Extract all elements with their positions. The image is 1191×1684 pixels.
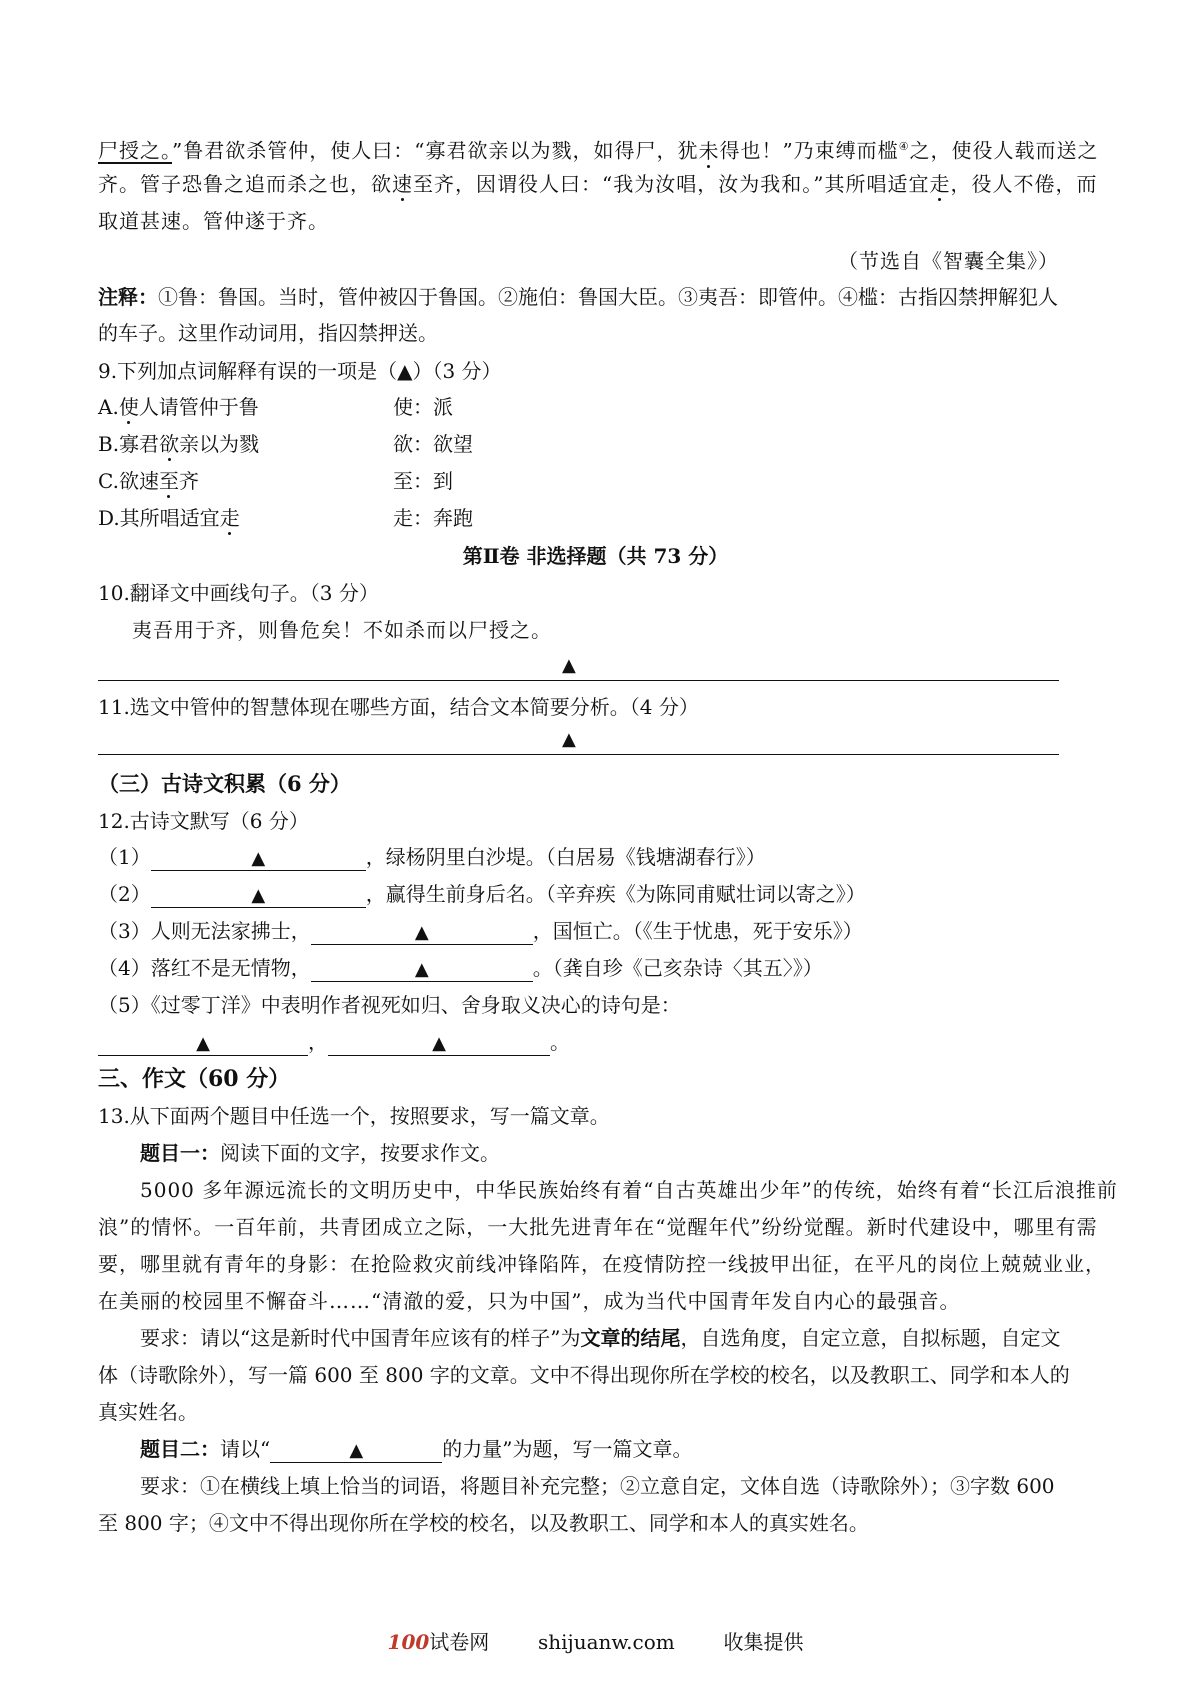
q10-sentence: 夷吾用于齐，则鲁危矣！不如杀而以尸授之。 xyxy=(132,618,552,642)
fill-blank[interactable]: ▲ xyxy=(270,1440,442,1463)
q12-item-3: （3）人则无法家拂士， ▲ ，国恒亡。（《生于忧患，死于安乐》） xyxy=(98,919,863,943)
site-url[interactable]: shijuanw.com xyxy=(538,1630,675,1654)
dotted-char: 速 xyxy=(392,172,413,196)
q9-gloss-d: 走：奔跑 xyxy=(393,506,473,530)
essay-title: 三、作文（60 分） xyxy=(98,1066,291,1092)
fill-blank[interactable]: ▲ xyxy=(311,922,533,945)
q9-option-b: B.寡君欲亲以为戮 xyxy=(98,432,260,456)
underlined-sentence-end: 尸授之。 xyxy=(98,138,172,163)
topic1-para-3: 要，哪里就有青年的身影：在抢险救灾前线冲锋陷阵，在疫情防控一线披甲出征，在平凡的岗位上兢兢业业， xyxy=(98,1252,1106,1276)
footer: 100试卷网 shijuanw.com 收集提供 xyxy=(387,1630,804,1654)
q11-stem: 11.选文中管仲的智慧体现在哪些方面，结合文本简要分析。（4 分） xyxy=(98,695,699,719)
part2-title: 第Ⅱ卷 非选择题（共 73 分） xyxy=(462,544,729,568)
q9-stem: 9.下列加点词解释有误的一项是（▲）（3 分） xyxy=(98,359,502,383)
fill-blank[interactable]: ▲ xyxy=(151,848,366,871)
q12-item-1: （1） ▲ ，绿杨阴里白沙堤。（白居易《钱塘湖春行》） xyxy=(98,845,766,869)
dotted-char: 未 xyxy=(698,138,720,163)
q9-gloss-b: 欲：欲望 xyxy=(393,432,473,456)
q9-option-c: C.欲速至齐 xyxy=(98,469,199,493)
q12-item-5: （5）《过零丁洋》中表明作者视死如归、舍身取义决心的诗句是： xyxy=(98,993,681,1017)
answer-line[interactable] xyxy=(98,754,1059,755)
topic1-line: 题目一：阅读下面的文字，按要求作文。 xyxy=(140,1141,500,1165)
notes-line-2: 的车子。这里作动词用，指囚禁押送。 xyxy=(98,321,438,345)
topic2-req-2: 至 800 字；④文中不得出现你所在学校的校名，以及教职工、同学和本人的真实姓名。 xyxy=(98,1511,869,1535)
q10-stem: 10.翻译文中画线句子。（3 分） xyxy=(98,581,379,605)
answer-mark: ▲ xyxy=(562,729,576,750)
q9-gloss-c: 至：到 xyxy=(393,469,453,493)
q12-stem: 12.古诗文默写（6 分） xyxy=(98,809,309,833)
q12-item-2: （2） ▲ ，赢得生前身后名。（辛弃疾《为陈同甫赋壮词以寄之》） xyxy=(98,882,866,906)
q12-item-5-blanks: ▲ ， ▲ 。 xyxy=(98,1028,570,1056)
passage-line-2: 齐。管子恐鲁之追而杀之也，欲速至齐，因谓役人曰：“我为汝唱，汝为我和。”其所唱适宜走，役人不倦，而 xyxy=(98,172,1098,196)
q9-option-d: D.其所唱适宜走 xyxy=(98,506,240,530)
topic1-req-2: 体（诗歌除外），写一篇 600 至 800 字的文章。文中不得出现你所在学校的校名，以及教职工、同学和本人的 xyxy=(98,1363,1070,1387)
fill-blank[interactable]: ▲ xyxy=(98,1033,308,1056)
topic1-para-2: 浪”的情怀。一百年前，共青团成立之际，一大批先进青年在“觉醒年代”纷纷觉醒。新时代建设中，哪里有需 xyxy=(98,1215,1098,1239)
dotted-char: 走 xyxy=(929,172,951,196)
q9-option-a: A.使人请管仲于鲁 xyxy=(98,395,259,419)
fill-blank[interactable]: ▲ xyxy=(151,885,366,908)
fill-blank[interactable]: ▲ xyxy=(328,1033,550,1056)
site-logo: 100 xyxy=(387,1630,430,1654)
topic1-req-3: 真实姓名。 xyxy=(98,1400,198,1424)
answer-line[interactable] xyxy=(98,680,1059,681)
topic2-req-1: 要求：①在横线上填上恰当的词语，将题目补充完整；②立意自定，文体自选（诗歌除外）；③字数 600 xyxy=(140,1474,1055,1498)
passage-line-1: 尸授之。”鲁君欲杀管仲，使人曰：“寡君欲亲以为戮，如得尸，犹未得也！”乃束缚而槛④之，使役人载而送之 xyxy=(98,138,1099,163)
topic1-req-1: 要求：请以“这是新时代中国青年应该有的样子”为文章的结尾，自选角度，自定立意，自拟标题，自定文 xyxy=(140,1326,1061,1350)
q9-gloss-a: 使：派 xyxy=(393,395,453,419)
passage-line-3: 取道甚速。管仲遂于齐。 xyxy=(98,209,329,233)
footnote-marker: ④ xyxy=(898,140,910,153)
passage-source: （节选自《智囊全集》） xyxy=(838,249,1059,273)
answer-mark: ▲ xyxy=(562,655,576,676)
notes-line-1: 注释：①鲁：鲁国。当时，管仲被囚于鲁国。②施伯：鲁国大臣。③夷吾：即管仲。④槛：古指囚禁押解犯人 xyxy=(98,285,1058,309)
notes-label: 注释： xyxy=(98,285,158,309)
topic2-line: 题目二：请以“ ▲ 的力量”为题，写一篇文章。 xyxy=(140,1437,693,1461)
topic1-para-4: 在美丽的校园里不懈奋斗……“清澈的爱，只为中国”，成为当代中国青年发自内心的最强音。 xyxy=(98,1289,961,1313)
section3-title: （三）古诗文积累（6 分） xyxy=(98,771,351,796)
topic1-para-1: 5000 多年源远流长的文明历史中，中华民族始终有着“自古英雄出少年”的传统，始终有着“长江后浪推前 xyxy=(140,1178,1118,1202)
fill-blank[interactable]: ▲ xyxy=(311,959,533,982)
q12-item-4: （4）落红不是无情物， ▲ 。（龚自珍《己亥杂诗〈其五〉》） xyxy=(98,956,823,980)
essay-stem: 13.从下面两个题目中任选一个，按照要求，写一篇文章。 xyxy=(98,1104,610,1128)
